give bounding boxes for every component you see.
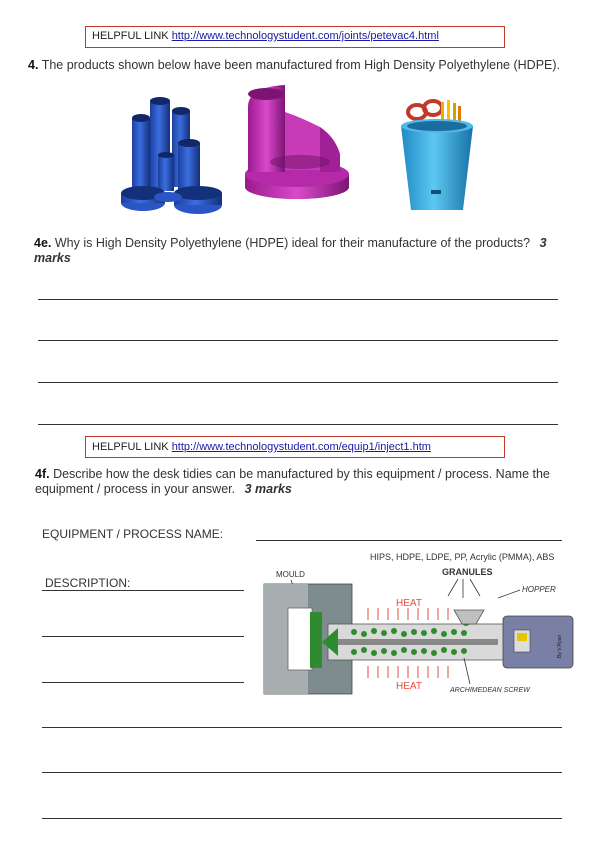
helpful-link-label: HELPFUL LINK (92, 441, 169, 453)
question-4 (28, 58, 568, 73)
materials-label: HIPS, HDPE, LDPE, PP, Acrylic (PMMA), ABS (370, 552, 555, 562)
question-number: 4. (28, 58, 39, 72)
granules-label: GRANULES (442, 567, 493, 577)
answer-line[interactable] (42, 590, 244, 591)
hopper-label: HOPPER (522, 585, 556, 594)
marks-label: 3 marks (244, 482, 292, 496)
question-text: Describe how the desk tidies can be manufactured by this equipment / process. Name the equipment / process in your answer. (35, 467, 550, 496)
heat-label-bottom: HEAT (396, 681, 422, 692)
answer-line[interactable] (38, 340, 558, 341)
answer-line[interactable] (42, 682, 244, 683)
question-4f (35, 467, 555, 497)
equipment-answer-line[interactable] (256, 540, 562, 541)
description-label: DESCRIPTION: (45, 576, 131, 590)
injection-moulding-diagram (258, 546, 578, 708)
pencil-pot-image (395, 98, 480, 213)
answer-line[interactable] (38, 299, 558, 300)
heat-label-top: HEAT (396, 598, 422, 609)
helpful-link-box-2 (85, 436, 505, 458)
question-number: 4f. (35, 467, 50, 481)
helpful-link-box-1 (85, 26, 505, 48)
question-text: The products shown below have been manufactured from High Density Polyethylene (HDPE). (41, 58, 561, 72)
answer-line[interactable] (42, 772, 562, 773)
helpful-link-url[interactable]: http://www.technologystudent.com/equip1/inject1.htm (171, 441, 431, 453)
answer-line[interactable] (42, 727, 562, 728)
screw-label: ARCHIMEDEAN SCREW (450, 687, 530, 694)
motor-caption: By V.Ryan (557, 634, 563, 658)
question-number: 4e. (34, 236, 52, 250)
answer-line[interactable] (38, 382, 558, 383)
answer-line[interactable] (42, 636, 244, 637)
question-4e (34, 236, 554, 266)
helpful-link-label: HELPFUL LINK (92, 30, 169, 42)
helpful-link-url[interactable]: http://www.technologystudent.com/joints/petevac4.html (171, 30, 439, 42)
answer-line[interactable] (38, 424, 558, 425)
hopper (454, 610, 484, 624)
marks-label: 3 marks (34, 236, 547, 265)
answer-line[interactable] (42, 818, 562, 819)
desk-tidy-blue-image (118, 93, 223, 223)
desk-tidy-purple-image (240, 82, 355, 202)
mould-label: MOULD (276, 570, 305, 579)
question-text: Why is High Density Polyethylene (HDPE) ideal for their manufacture of the products? (54, 236, 531, 250)
equipment-process-label: EQUIPMENT / PROCESS NAME: (42, 527, 224, 541)
